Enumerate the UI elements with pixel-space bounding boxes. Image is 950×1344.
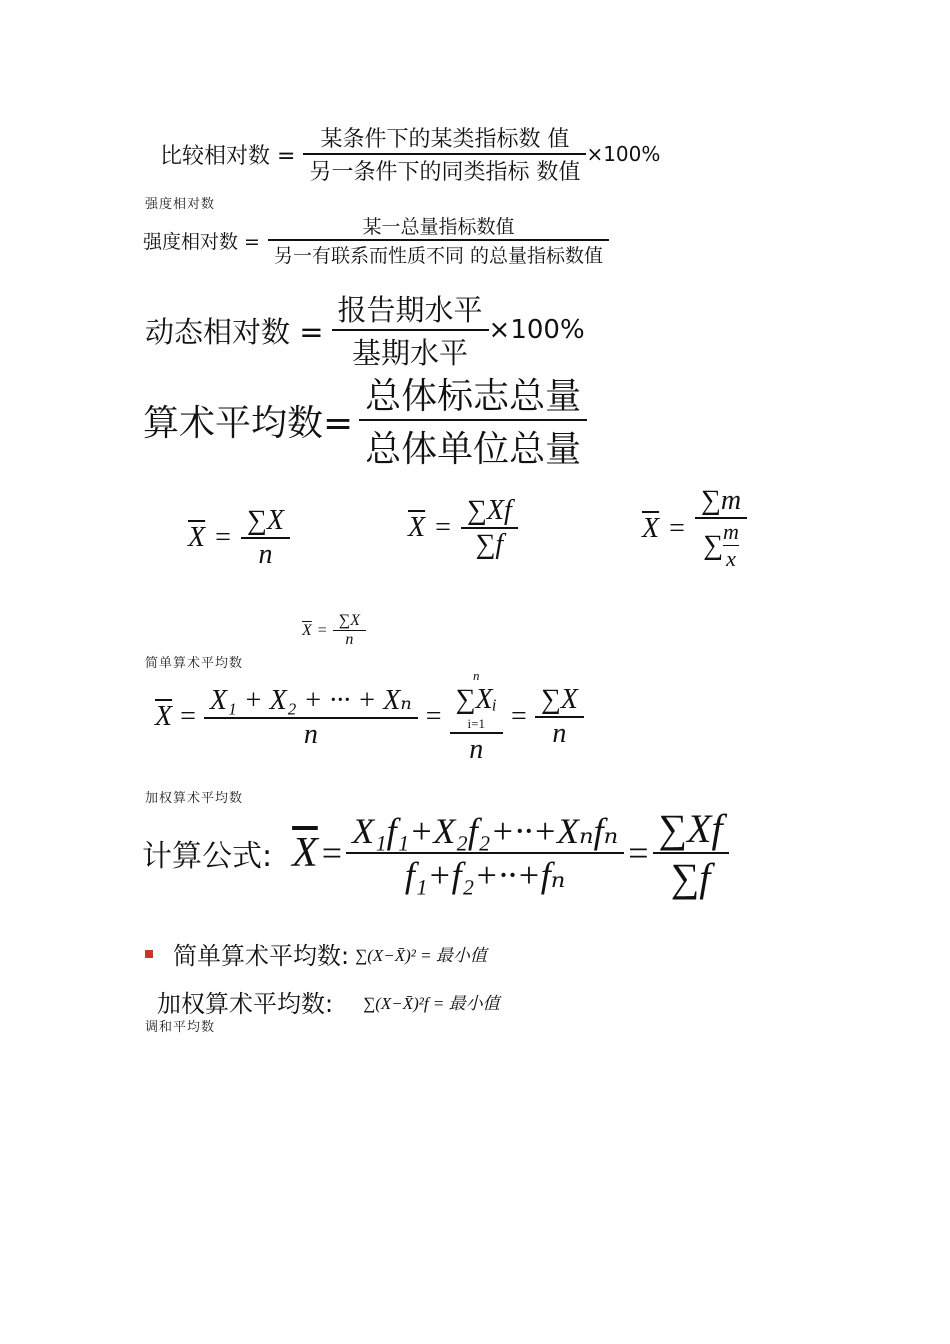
denominator: n	[469, 734, 484, 765]
formula-label: 加权算术平均数:	[157, 990, 334, 1018]
formula-simple-mean-expanded	[155, 668, 584, 766]
fraction	[332, 288, 489, 372]
numerator: 某一总量指标数值	[362, 216, 515, 238]
equals: =	[215, 522, 231, 553]
fraction	[653, 805, 729, 901]
formula-tail: ×100%	[586, 142, 661, 166]
formula-label: 简单算术平均数:	[173, 942, 350, 970]
denominator: n	[552, 718, 567, 749]
formula-lhs: 强度相对数 =	[143, 230, 260, 253]
denominator: 另一条件下的同类指标 数值	[309, 160, 581, 185]
formula-lhs: 计算公式:	[142, 839, 273, 874]
denominator: 基期水平	[352, 336, 469, 370]
denominator: n	[258, 539, 273, 570]
formula-lhs: 动态相对数 =	[145, 314, 324, 349]
formula-intensity-relative	[143, 212, 609, 268]
denominator: n	[345, 631, 354, 648]
denominator: 总体单位总量	[365, 429, 582, 470]
fraction	[241, 505, 290, 571]
fraction	[303, 122, 586, 186]
fraction	[359, 368, 587, 472]
x-bar: $\overline{X}$	[292, 830, 318, 876]
sum-upper-limit: n	[473, 668, 480, 683]
numerator: ∑Xᵢ	[455, 684, 498, 715]
formula-comparative-relative	[160, 122, 660, 186]
numerator: X₁f₁+X₂f₂+··+Xₙfₙ	[352, 811, 619, 851]
numerator: ∑Xf	[466, 495, 512, 526]
formula-weighted-mean-expanded	[142, 805, 729, 901]
numerator: 总体标志总量	[365, 376, 582, 417]
formula-harmonic-mean	[642, 485, 747, 572]
numerator: ∑X	[246, 505, 284, 536]
numerator: 报告期水平	[337, 293, 483, 327]
caption-intensity: 强度相对数	[145, 197, 216, 212]
fraction	[695, 485, 747, 572]
caption-weighted-mean: 加权算术平均数	[145, 791, 244, 806]
numerator: ∑Xf	[658, 806, 723, 851]
denominator	[697, 519, 745, 572]
equals: =	[180, 701, 196, 732]
numerator: ∑X	[540, 684, 578, 715]
formula-dynamic-relative	[145, 288, 585, 372]
bullet-icon	[145, 950, 153, 958]
denominator: n	[303, 719, 318, 750]
numerator: ∑X	[338, 612, 360, 629]
formula-arithmetic-mean	[143, 368, 587, 472]
x-bar: $\overline{X}$	[155, 701, 173, 732]
x-bar: $\overline{X}$	[188, 522, 206, 553]
denominator: 另一有联系而性质不同 的总量指标数值	[273, 245, 604, 267]
fraction	[535, 684, 584, 750]
denominator: ∑f	[670, 855, 711, 900]
fraction	[204, 683, 418, 751]
formula-tail: ×100%	[488, 315, 585, 345]
formula-expression: ∑(X−X̄)² = 最小值	[355, 946, 487, 965]
denominator: ∑f	[475, 529, 504, 560]
equals: =	[425, 701, 442, 732]
equals: =	[317, 621, 327, 639]
denominator: f₁+f₂+··+fₙ	[404, 855, 566, 895]
x-bar: $\overline{X}$	[408, 512, 426, 543]
formula-lhs: 比较相对数 =	[160, 143, 296, 169]
formula-weighted-min-property	[157, 984, 500, 1019]
caption-harmonic-mean: 调和平均数	[145, 1020, 216, 1035]
fraction	[333, 612, 366, 649]
fraction-summation	[450, 668, 504, 766]
fraction	[461, 495, 518, 561]
numerator: ∑m	[700, 485, 742, 516]
equals: =	[669, 512, 685, 544]
equals: =	[435, 512, 451, 543]
equals: =	[511, 701, 527, 732]
caption-simple-mean: 简单算术平均数	[145, 656, 244, 671]
x-bar: $\overline{X}$	[302, 621, 312, 639]
equals: =	[628, 833, 649, 873]
fraction	[268, 212, 609, 268]
sigma-symbol: ∑	[703, 529, 724, 561]
numerator: X₁ + X₂ + ··· + Xₙ	[209, 685, 412, 716]
formula-lhs: 算术平均数=	[143, 402, 354, 444]
formula-simple-mean-small	[302, 612, 366, 649]
formula-simple-mean	[188, 505, 290, 571]
x-bar: $\overline{X}$	[642, 512, 660, 544]
formula-simple-min-property	[145, 936, 487, 971]
inner-denominator: x	[726, 546, 736, 571]
sum-lower-limit: i=1	[467, 716, 485, 731]
equals: =	[321, 833, 343, 873]
formula-weighted-mean	[408, 495, 518, 561]
formula-expression: ∑(X−X̄)²f = 最小值	[363, 994, 500, 1013]
inner-fraction	[723, 519, 739, 572]
fraction	[346, 810, 624, 896]
numerator: 某条件下的某类指标数 值	[320, 127, 570, 152]
inner-numerator: m	[723, 519, 739, 544]
